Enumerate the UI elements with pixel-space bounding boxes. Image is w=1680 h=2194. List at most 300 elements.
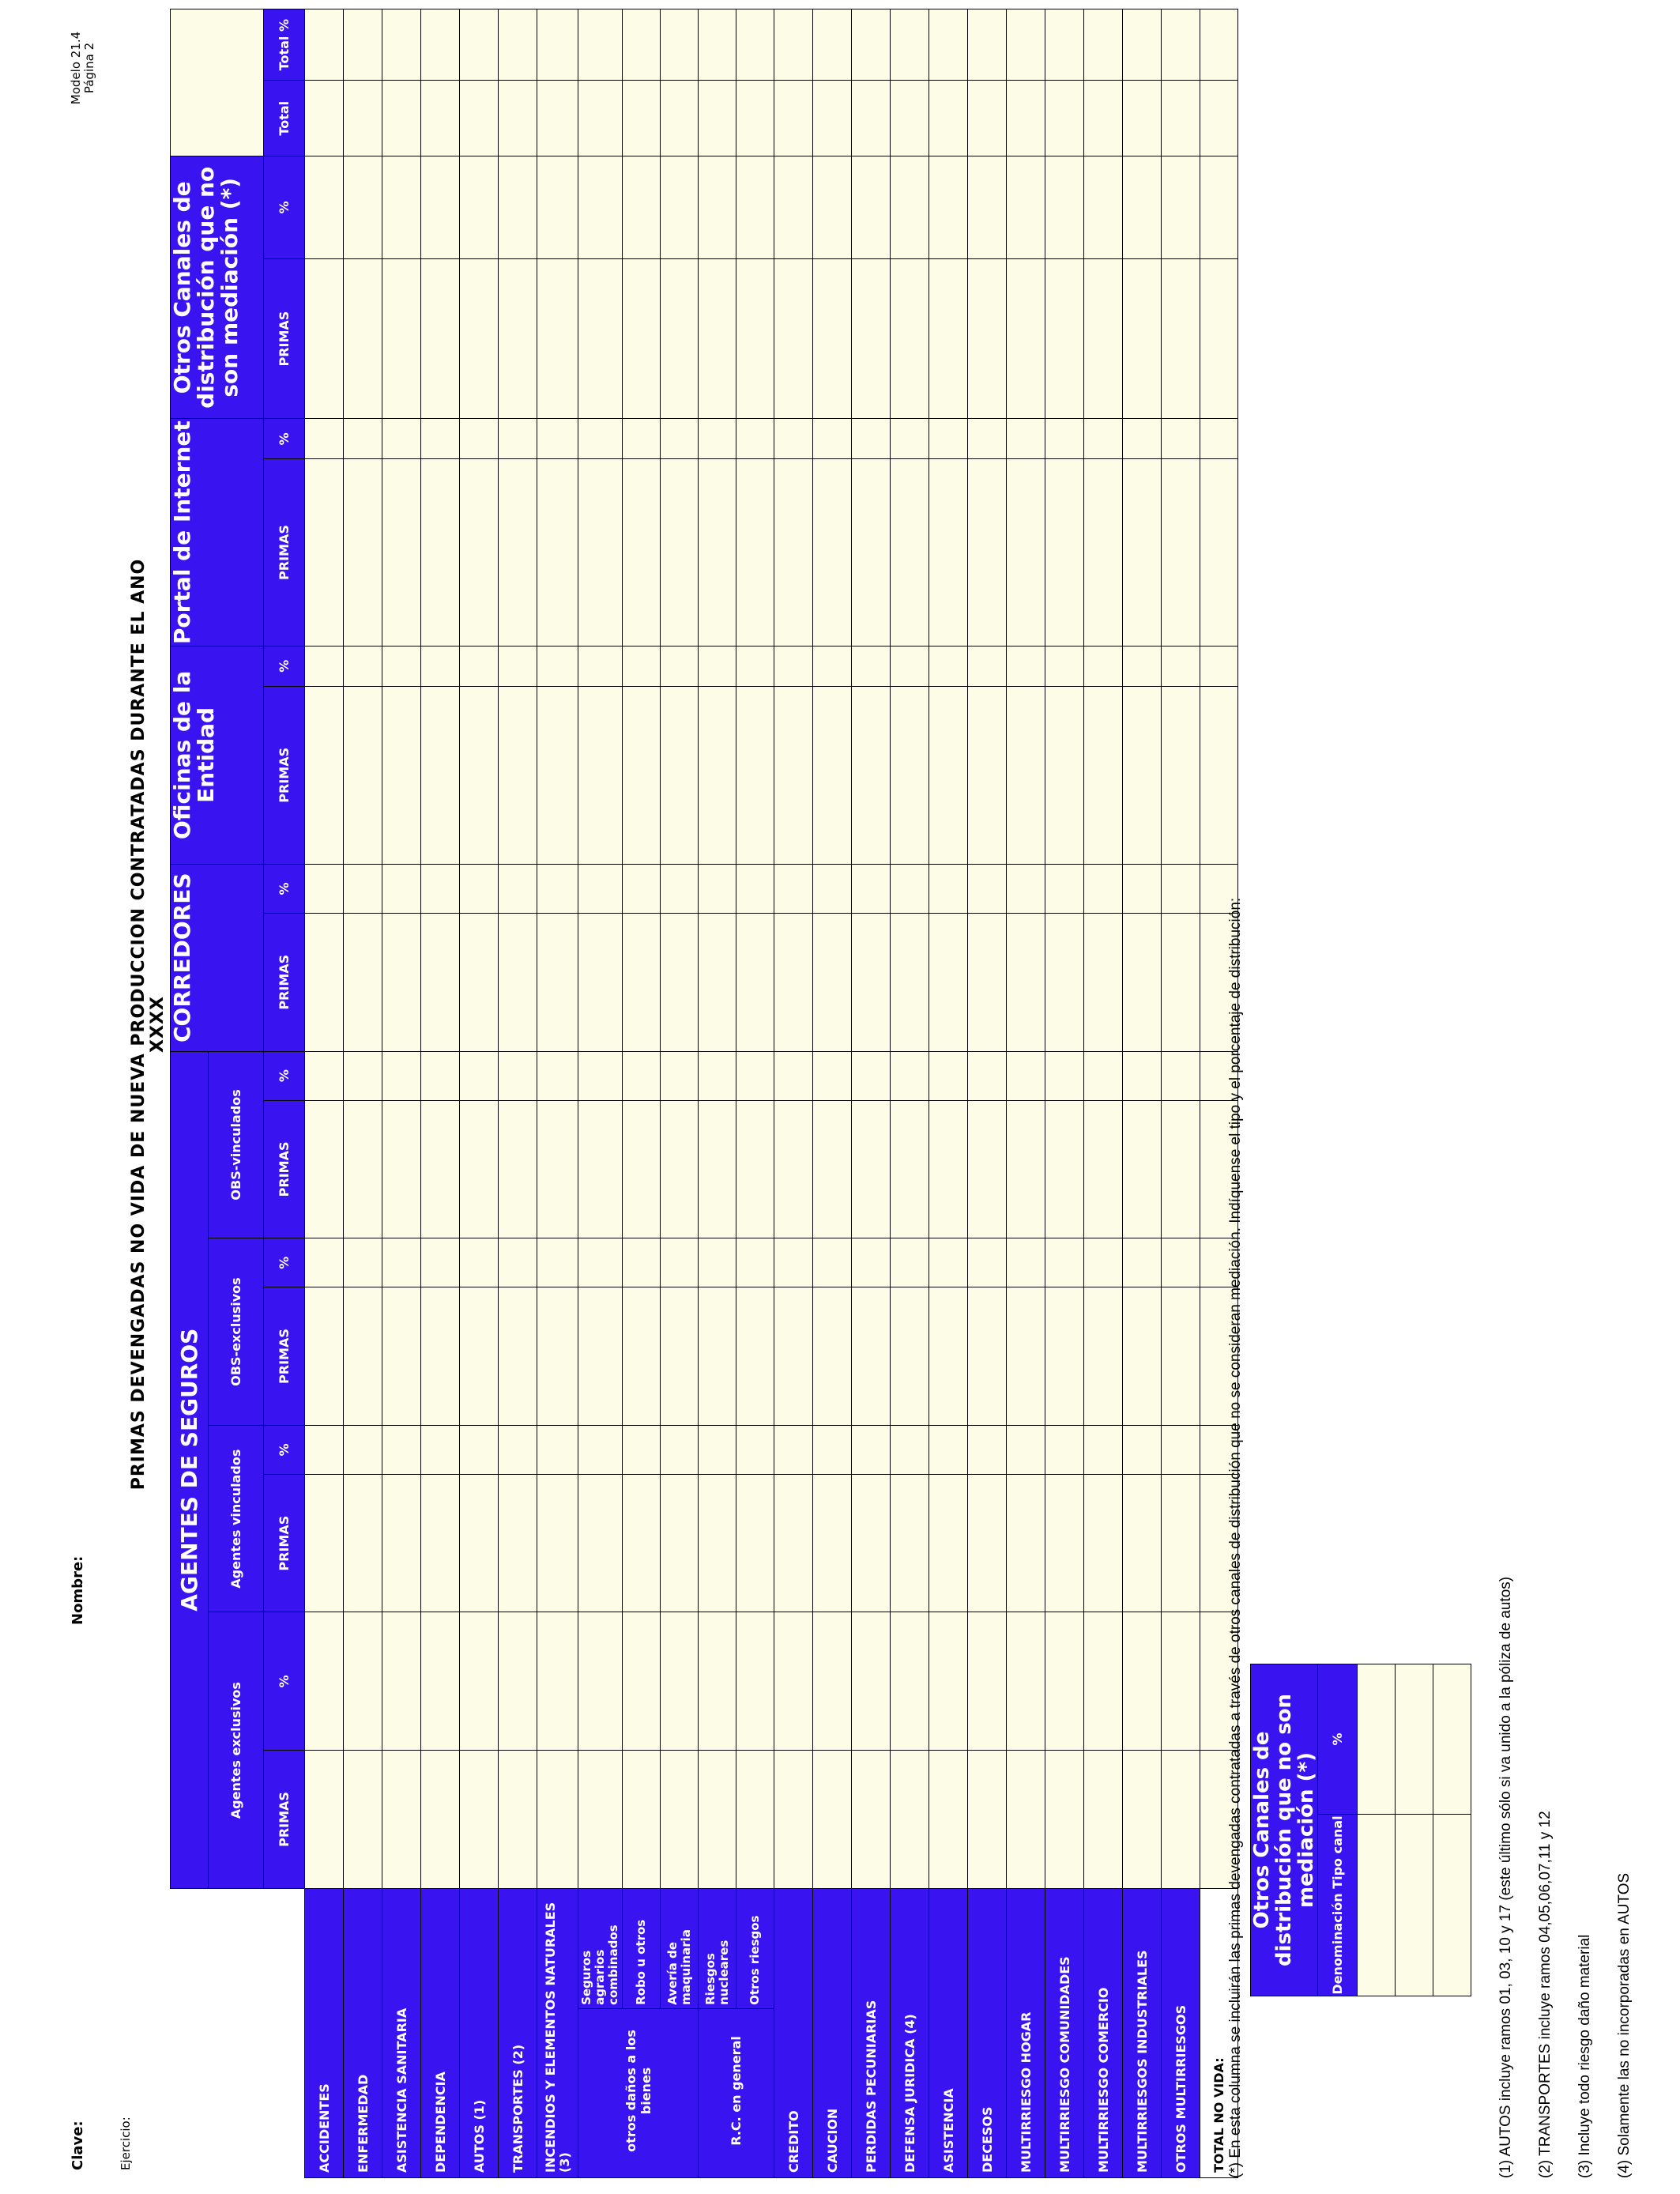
data-cell[interactable]: [968, 1425, 1007, 1474]
data-cell[interactable]: [736, 1287, 774, 1426]
data-cell[interactable]: [305, 1051, 344, 1100]
data-cell[interactable]: [774, 1474, 813, 1612]
data-cell[interactable]: [661, 1051, 699, 1100]
data-cell[interactable]: [1123, 1612, 1162, 1751]
data-cell[interactable]: [305, 1474, 344, 1612]
data-cell[interactable]: [1007, 1238, 1045, 1287]
data-cell[interactable]: [1200, 9, 1238, 81]
data-cell[interactable]: [499, 9, 537, 81]
data-cell[interactable]: [968, 1612, 1007, 1751]
data-cell[interactable]: [736, 1474, 774, 1612]
data-cell[interactable]: [421, 864, 460, 913]
data-cell[interactable]: [344, 913, 382, 1051]
data-cell[interactable]: [1045, 1051, 1084, 1100]
data-cell[interactable]: [305, 1751, 344, 1889]
data-cell[interactable]: [852, 1287, 891, 1426]
data-cell[interactable]: [578, 1287, 623, 1426]
data-cell[interactable]: [1162, 646, 1200, 686]
data-cell[interactable]: [852, 1051, 891, 1100]
data-cell[interactable]: [1084, 1751, 1123, 1889]
data-cell[interactable]: [460, 1474, 499, 1612]
data-cell[interactable]: [968, 459, 1007, 647]
data-cell[interactable]: [813, 864, 852, 913]
data-cell[interactable]: [699, 419, 736, 459]
data-cell[interactable]: [421, 1287, 460, 1426]
data-cell[interactable]: [1162, 1751, 1200, 1889]
data-cell[interactable]: [460, 864, 499, 913]
data-cell[interactable]: [774, 1287, 813, 1426]
data-cell[interactable]: [968, 686, 1007, 864]
data-cell[interactable]: [813, 1612, 852, 1751]
data-cell[interactable]: [344, 81, 382, 156]
data-cell[interactable]: [623, 686, 661, 864]
data-cell[interactable]: [774, 1751, 813, 1889]
data-cell[interactable]: [699, 1100, 736, 1238]
data-cell[interactable]: [736, 258, 774, 419]
data-cell[interactable]: [1007, 864, 1045, 913]
data-cell[interactable]: [1007, 1051, 1045, 1100]
data-cell[interactable]: [382, 258, 421, 419]
data-cell[interactable]: [305, 913, 344, 1051]
data-cell[interactable]: [1007, 419, 1045, 459]
data-cell[interactable]: [1045, 419, 1084, 459]
data-cell[interactable]: [813, 1051, 852, 1100]
data-cell[interactable]: [578, 9, 623, 81]
data-cell[interactable]: [344, 1287, 382, 1426]
data-cell[interactable]: [537, 81, 578, 156]
data-cell[interactable]: [537, 1612, 578, 1751]
data-cell[interactable]: [382, 9, 421, 81]
data-cell[interactable]: [537, 1100, 578, 1238]
data-cell[interactable]: [382, 156, 421, 259]
data-cell[interactable]: [699, 81, 736, 156]
data-cell[interactable]: [421, 1612, 460, 1751]
data-cell[interactable]: [813, 646, 852, 686]
data-cell[interactable]: [1200, 156, 1238, 259]
data-cell[interactable]: [1123, 1051, 1162, 1100]
data-cell[interactable]: [1123, 1751, 1162, 1889]
data-cell[interactable]: [499, 1100, 537, 1238]
data-cell[interactable]: [661, 459, 699, 647]
data-cell[interactable]: [344, 156, 382, 259]
data-cell[interactable]: [929, 156, 968, 259]
data-cell[interactable]: [929, 1287, 968, 1426]
data-cell[interactable]: [305, 646, 344, 686]
data-cell[interactable]: [891, 913, 929, 1051]
data-cell[interactable]: [305, 156, 344, 259]
data-cell[interactable]: [537, 1751, 578, 1889]
data-cell[interactable]: [623, 419, 661, 459]
data-cell[interactable]: [305, 81, 344, 156]
data-cell[interactable]: [774, 156, 813, 259]
data-cell[interactable]: [813, 459, 852, 647]
data-cell[interactable]: [499, 1751, 537, 1889]
data-cell[interactable]: [1007, 646, 1045, 686]
data-cell[interactable]: [1007, 459, 1045, 647]
data-cell[interactable]: [852, 459, 891, 647]
data-cell[interactable]: [1045, 9, 1084, 81]
data-cell[interactable]: [699, 156, 736, 259]
data-cell[interactable]: [1007, 913, 1045, 1051]
small-cell[interactable]: [1358, 1664, 1396, 1814]
data-cell[interactable]: [344, 419, 382, 459]
data-cell[interactable]: [1045, 81, 1084, 156]
data-cell[interactable]: [1162, 459, 1200, 647]
data-cell[interactable]: [623, 913, 661, 1051]
data-cell[interactable]: [929, 1238, 968, 1287]
data-cell[interactable]: [1045, 1287, 1084, 1426]
data-cell[interactable]: [344, 1051, 382, 1100]
data-cell[interactable]: [968, 1751, 1007, 1889]
data-cell[interactable]: [344, 1425, 382, 1474]
data-cell[interactable]: [460, 81, 499, 156]
data-cell[interactable]: [736, 1612, 774, 1751]
data-cell[interactable]: [736, 864, 774, 913]
data-cell[interactable]: [1045, 1425, 1084, 1474]
data-cell[interactable]: [623, 1238, 661, 1287]
data-cell[interactable]: [1045, 459, 1084, 647]
data-cell[interactable]: [623, 156, 661, 259]
data-cell[interactable]: [1084, 1474, 1123, 1612]
data-cell[interactable]: [661, 913, 699, 1051]
data-cell[interactable]: [1123, 1100, 1162, 1238]
data-cell[interactable]: [968, 1051, 1007, 1100]
data-cell[interactable]: [537, 459, 578, 647]
data-cell[interactable]: [1123, 9, 1162, 81]
data-cell[interactable]: [891, 1100, 929, 1238]
data-cell[interactable]: [661, 1425, 699, 1474]
data-cell[interactable]: [1084, 81, 1123, 156]
data-cell[interactable]: [813, 913, 852, 1051]
data-cell[interactable]: [891, 419, 929, 459]
data-cell[interactable]: [1007, 1425, 1045, 1474]
data-cell[interactable]: [382, 1238, 421, 1287]
data-cell[interactable]: [891, 1425, 929, 1474]
data-cell[interactable]: [305, 1238, 344, 1287]
data-cell[interactable]: [460, 646, 499, 686]
data-cell[interactable]: [813, 686, 852, 864]
data-cell[interactable]: [699, 646, 736, 686]
data-cell[interactable]: [305, 1425, 344, 1474]
data-cell[interactable]: [929, 1751, 968, 1889]
data-cell[interactable]: [852, 1751, 891, 1889]
data-cell[interactable]: [1007, 1612, 1045, 1751]
data-cell[interactable]: [537, 686, 578, 864]
data-cell[interactable]: [1007, 1751, 1045, 1889]
data-cell[interactable]: [852, 156, 891, 259]
data-cell[interactable]: [699, 1751, 736, 1889]
data-cell[interactable]: [578, 258, 623, 419]
data-cell[interactable]: [1200, 81, 1238, 156]
small-cell[interactable]: [1433, 1664, 1471, 1814]
data-cell[interactable]: [1084, 686, 1123, 864]
data-cell[interactable]: [1007, 156, 1045, 259]
data-cell[interactable]: [344, 459, 382, 647]
data-cell[interactable]: [623, 864, 661, 913]
data-cell[interactable]: [1162, 1051, 1200, 1100]
data-cell[interactable]: [421, 1100, 460, 1238]
data-cell[interactable]: [968, 864, 1007, 913]
data-cell[interactable]: [460, 1238, 499, 1287]
data-cell[interactable]: [699, 1287, 736, 1426]
data-cell[interactable]: [623, 1425, 661, 1474]
data-cell[interactable]: [499, 913, 537, 1051]
data-cell[interactable]: [852, 258, 891, 419]
data-cell[interactable]: [929, 1051, 968, 1100]
data-cell[interactable]: [736, 419, 774, 459]
data-cell[interactable]: [460, 913, 499, 1051]
data-cell[interactable]: [968, 913, 1007, 1051]
data-cell[interactable]: [537, 913, 578, 1051]
data-cell[interactable]: [929, 9, 968, 81]
data-cell[interactable]: [1084, 646, 1123, 686]
data-cell[interactable]: [1007, 1287, 1045, 1426]
data-cell[interactable]: [421, 1751, 460, 1889]
data-cell[interactable]: [1007, 1474, 1045, 1612]
data-cell[interactable]: [968, 156, 1007, 259]
data-cell[interactable]: [774, 686, 813, 864]
data-cell[interactable]: [623, 1051, 661, 1100]
data-cell[interactable]: [1123, 1425, 1162, 1474]
data-cell[interactable]: [736, 686, 774, 864]
small-cell[interactable]: [1433, 1815, 1471, 1996]
data-cell[interactable]: [537, 1287, 578, 1426]
data-cell[interactable]: [537, 1474, 578, 1612]
small-cell[interactable]: [1396, 1664, 1433, 1814]
data-cell[interactable]: [1123, 1287, 1162, 1426]
data-cell[interactable]: [1123, 646, 1162, 686]
data-cell[interactable]: [499, 1287, 537, 1426]
data-cell[interactable]: [421, 913, 460, 1051]
data-cell[interactable]: [344, 1238, 382, 1287]
data-cell[interactable]: [421, 1425, 460, 1474]
data-cell[interactable]: [421, 686, 460, 864]
data-cell[interactable]: [891, 1612, 929, 1751]
data-cell[interactable]: [929, 864, 968, 913]
data-cell[interactable]: [1084, 913, 1123, 1051]
data-cell[interactable]: [1007, 9, 1045, 81]
data-cell[interactable]: [774, 1051, 813, 1100]
data-cell[interactable]: [578, 864, 623, 913]
data-cell[interactable]: [421, 1051, 460, 1100]
data-cell[interactable]: [305, 864, 344, 913]
data-cell[interactable]: [1007, 258, 1045, 419]
data-cell[interactable]: [537, 1051, 578, 1100]
data-cell[interactable]: [421, 9, 460, 81]
data-cell[interactable]: [1084, 1612, 1123, 1751]
data-cell[interactable]: [421, 459, 460, 647]
data-cell[interactable]: [1045, 1751, 1084, 1889]
data-cell[interactable]: [578, 686, 623, 864]
data-cell[interactable]: [661, 156, 699, 259]
data-cell[interactable]: [578, 1100, 623, 1238]
data-cell[interactable]: [499, 686, 537, 864]
data-cell[interactable]: [968, 258, 1007, 419]
data-cell[interactable]: [891, 459, 929, 647]
data-cell[interactable]: [813, 1100, 852, 1238]
data-cell[interactable]: [623, 81, 661, 156]
data-cell[interactable]: [661, 9, 699, 81]
data-cell[interactable]: [1084, 258, 1123, 419]
data-cell[interactable]: [736, 913, 774, 1051]
data-cell[interactable]: [852, 1425, 891, 1474]
data-cell[interactable]: [1084, 459, 1123, 647]
data-cell[interactable]: [852, 913, 891, 1051]
data-cell[interactable]: [1123, 913, 1162, 1051]
data-cell[interactable]: [578, 1425, 623, 1474]
data-cell[interactable]: [774, 9, 813, 81]
data-cell[interactable]: [382, 1612, 421, 1751]
data-cell[interactable]: [1162, 81, 1200, 156]
data-cell[interactable]: [344, 258, 382, 419]
data-cell[interactable]: [578, 646, 623, 686]
data-cell[interactable]: [499, 258, 537, 419]
data-cell[interactable]: [774, 864, 813, 913]
data-cell[interactable]: [1084, 1238, 1123, 1287]
data-cell[interactable]: [421, 419, 460, 459]
data-cell[interactable]: [1045, 258, 1084, 419]
data-cell[interactable]: [305, 459, 344, 647]
data-cell[interactable]: [699, 258, 736, 419]
data-cell[interactable]: [305, 686, 344, 864]
data-cell[interactable]: [929, 1612, 968, 1751]
data-cell[interactable]: [813, 1474, 852, 1612]
data-cell[interactable]: [1045, 1100, 1084, 1238]
data-cell[interactable]: [305, 1287, 344, 1426]
data-cell[interactable]: [929, 1474, 968, 1612]
data-cell[interactable]: [537, 156, 578, 259]
data-cell[interactable]: [813, 258, 852, 419]
data-cell[interactable]: [382, 646, 421, 686]
data-cell[interactable]: [623, 1612, 661, 1751]
data-cell[interactable]: [1084, 1287, 1123, 1426]
data-cell[interactable]: [537, 9, 578, 81]
data-cell[interactable]: [1123, 1474, 1162, 1612]
data-cell[interactable]: [661, 1474, 699, 1612]
data-cell[interactable]: [1162, 686, 1200, 864]
data-cell[interactable]: [499, 1612, 537, 1751]
data-cell[interactable]: [460, 686, 499, 864]
data-cell[interactable]: [623, 1287, 661, 1426]
data-cell[interactable]: [382, 864, 421, 913]
data-cell[interactable]: [537, 419, 578, 459]
data-cell[interactable]: [661, 1100, 699, 1238]
data-cell[interactable]: [661, 1238, 699, 1287]
data-cell[interactable]: [578, 1751, 623, 1889]
data-cell[interactable]: [382, 1051, 421, 1100]
data-cell[interactable]: [852, 1100, 891, 1238]
data-cell[interactable]: [852, 686, 891, 864]
data-cell[interactable]: [699, 864, 736, 913]
data-cell[interactable]: [1045, 1612, 1084, 1751]
data-cell[interactable]: [1162, 156, 1200, 259]
data-cell[interactable]: [774, 1238, 813, 1287]
data-cell[interactable]: [623, 1751, 661, 1889]
small-cell[interactable]: [1396, 1815, 1433, 1996]
data-cell[interactable]: [968, 9, 1007, 81]
data-cell[interactable]: [929, 1425, 968, 1474]
data-cell[interactable]: [813, 1287, 852, 1426]
data-cell[interactable]: [661, 81, 699, 156]
data-cell[interactable]: [421, 1238, 460, 1287]
data-cell[interactable]: [1045, 864, 1084, 913]
data-cell[interactable]: [344, 686, 382, 864]
data-cell[interactable]: [968, 1100, 1007, 1238]
data-cell[interactable]: [699, 1474, 736, 1612]
data-cell[interactable]: [852, 419, 891, 459]
data-cell[interactable]: [1123, 459, 1162, 647]
data-cell[interactable]: [537, 1238, 578, 1287]
data-cell[interactable]: [578, 156, 623, 259]
data-cell[interactable]: [460, 459, 499, 647]
data-cell[interactable]: [1162, 864, 1200, 913]
data-cell[interactable]: [460, 419, 499, 459]
data-cell[interactable]: [891, 1751, 929, 1889]
data-cell[interactable]: [537, 1425, 578, 1474]
data-cell[interactable]: [661, 1612, 699, 1751]
data-cell[interactable]: [382, 1287, 421, 1426]
data-cell[interactable]: [813, 156, 852, 259]
data-cell[interactable]: [774, 1425, 813, 1474]
data-cell[interactable]: [968, 1474, 1007, 1612]
data-cell[interactable]: [460, 1751, 499, 1889]
data-cell[interactable]: [460, 258, 499, 419]
data-cell[interactable]: [1084, 1051, 1123, 1100]
data-cell[interactable]: [1162, 1425, 1200, 1474]
data-cell[interactable]: [1045, 1474, 1084, 1612]
data-cell[interactable]: [499, 1051, 537, 1100]
data-cell[interactable]: [1162, 1612, 1200, 1751]
data-cell[interactable]: [305, 9, 344, 81]
data-cell[interactable]: [623, 459, 661, 647]
data-cell[interactable]: [499, 459, 537, 647]
data-cell[interactable]: [1123, 864, 1162, 913]
data-cell[interactable]: [929, 258, 968, 419]
data-cell[interactable]: [736, 1238, 774, 1287]
data-cell[interactable]: [852, 81, 891, 156]
data-cell[interactable]: [499, 156, 537, 259]
data-cell[interactable]: [736, 1100, 774, 1238]
data-cell[interactable]: [1162, 1238, 1200, 1287]
data-cell[interactable]: [891, 1287, 929, 1426]
data-cell[interactable]: [344, 1100, 382, 1238]
data-cell[interactable]: [1045, 156, 1084, 259]
data-cell[interactable]: [537, 258, 578, 419]
data-cell[interactable]: [499, 864, 537, 913]
data-cell[interactable]: [1084, 1100, 1123, 1238]
data-cell[interactable]: [460, 1612, 499, 1751]
data-cell[interactable]: [929, 646, 968, 686]
data-cell[interactable]: [661, 864, 699, 913]
data-cell[interactable]: [699, 1612, 736, 1751]
data-cell[interactable]: [968, 81, 1007, 156]
data-cell[interactable]: [460, 156, 499, 259]
data-cell[interactable]: [852, 646, 891, 686]
data-cell[interactable]: [736, 1751, 774, 1889]
data-cell[interactable]: [852, 1612, 891, 1751]
data-cell[interactable]: [736, 156, 774, 259]
data-cell[interactable]: [1162, 419, 1200, 459]
data-cell[interactable]: [623, 1100, 661, 1238]
data-cell[interactable]: [891, 1238, 929, 1287]
data-cell[interactable]: [460, 9, 499, 81]
data-cell[interactable]: [578, 81, 623, 156]
data-cell[interactable]: [1007, 686, 1045, 864]
data-cell[interactable]: [891, 81, 929, 156]
data-cell[interactable]: [1045, 1238, 1084, 1287]
data-cell[interactable]: [1162, 1474, 1200, 1612]
data-cell[interactable]: [1162, 258, 1200, 419]
